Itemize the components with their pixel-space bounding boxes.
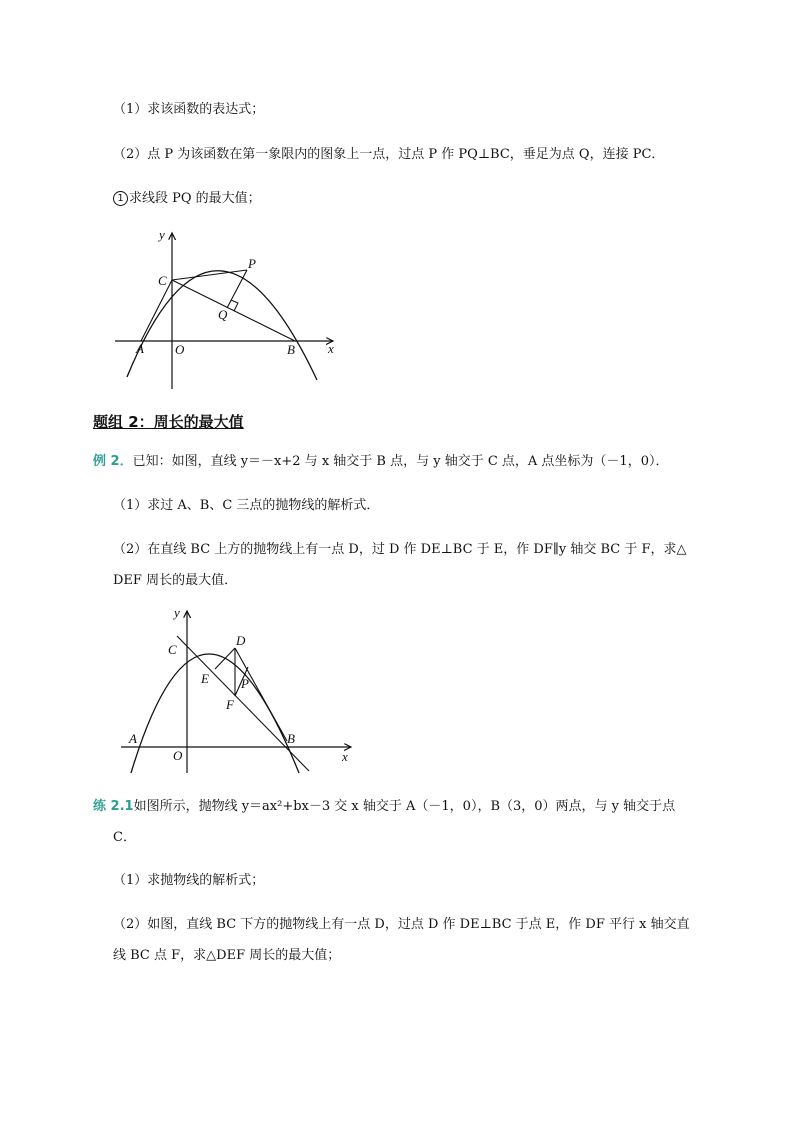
label-A: A — [129, 731, 137, 746]
practice-2-1-text: 如图所示，抛物线 y＝ax²+bx－3 交 x 轴交于 A（－1，0），B（3，0）两点，与 y 轴交于点 — [133, 799, 676, 814]
circled-number: 1 — [113, 191, 128, 206]
label-B: B — [287, 342, 295, 357]
sub-question-text: 求线段 PQ 的最大值； — [129, 191, 261, 206]
segment-CA — [141, 280, 172, 341]
sub-question-1 — [113, 190, 261, 208]
label-y: y — [174, 605, 180, 620]
segment-DE — [215, 648, 235, 669]
practice-2-1-line-2: C． — [113, 830, 136, 845]
label-O: O — [175, 342, 185, 357]
label-P: P — [241, 676, 249, 691]
question-2: （2）点 P 为该函数在第一象限内的图象上一点，过点 P 作 PQ⊥BC，垂足为点 Q，连接 PC． — [113, 147, 665, 162]
example-2-question-2-line-1: （2）在直线 BC 上方的抛物线上有一点 D，过 D 作 DE⊥BC 于 E，作 DF∥y 轴交 BC 于 F，求△ — [113, 542, 687, 557]
label-C: C — [168, 642, 177, 657]
label-y: y — [159, 227, 165, 242]
practice-2-1-tag: 练 2.1 — [93, 799, 134, 814]
label-A: A — [136, 341, 144, 356]
figure-2-parabola — [115, 603, 360, 778]
label-Q: Q — [218, 307, 228, 322]
example-2-tag: 例 2． — [93, 454, 133, 469]
line-BC — [177, 636, 309, 771]
label-x: x — [328, 341, 334, 356]
example-2-text: 已知：如图，直线 y＝－x+2 与 x 轴交于 B 点，与 y 轴交于 C 点，A 点坐标为（－1，0）． — [132, 454, 669, 469]
practice-2-1-question-2-line-1: （2）如图，直线 BC 下方的抛物线上有一点 D，过点 D 作 DE⊥BC 于点 E，作 DF 平行 x 轴交直 — [113, 917, 690, 932]
label-F: F — [226, 697, 234, 712]
parabola-curve — [127, 271, 317, 380]
label-B: B — [287, 731, 295, 746]
example-2-question-1: （1）求过 A、B、C 三点的抛物线的解析式． — [113, 498, 380, 513]
segment-DB — [235, 648, 287, 741]
figure-1-parabola — [105, 225, 345, 395]
parabola-curve — [131, 654, 299, 773]
practice-2-1-question-1: （1）求抛物线的解析式； — [113, 873, 265, 888]
practice-2-1-line-1 — [93, 798, 675, 816]
example-2-question-2-line-2: DEF 周长的最大值． — [113, 573, 238, 588]
label-O: O — [173, 748, 183, 763]
question-1: （1）求该函数的表达式； — [113, 102, 265, 117]
label-E: E — [201, 671, 209, 686]
label-D: D — [236, 633, 246, 648]
label-x: x — [342, 749, 348, 764]
label-C: C — [158, 273, 167, 288]
label-P: P — [248, 256, 256, 271]
practice-2-1-question-2-line-2: 线 BC 点 F，求△DEF 周长的最大值； — [113, 948, 341, 963]
example-2-statement — [93, 453, 668, 471]
group-2-heading: 题组 2：周长的最大值 — [93, 413, 244, 431]
